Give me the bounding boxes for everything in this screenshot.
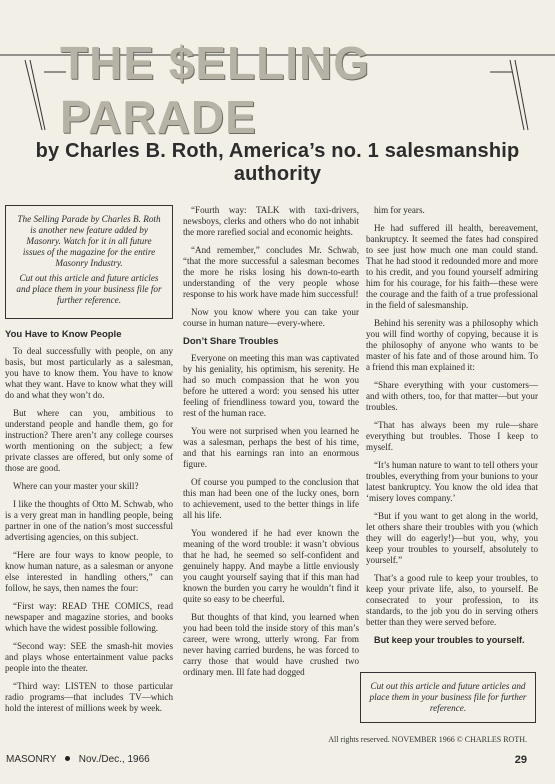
paragraph: Behind his serenity was a philosophy which you will find worthy of copying, because it is the philosophy of anyone who wants to be master of his fate and of those around him. To a friend this man explained it: [366,318,538,372]
footer-issue [6,754,150,765]
paragraph: Of course you pumped to the conclusion that this man had been one of the lucky ones, born to achievement, used to the better things in life all his life. [183,477,359,520]
bullet-icon [65,756,70,761]
paragraph: “Fourth way: TALK with taxi-drivers, newsboys, clerks and others who do not inhabit the more rarefied social and economic heights. [183,205,359,237]
paragraph: He had suffered ill health, bereavement, bankruptcy. It seemed the fates had conspired to see just how much one man could stand. That he had stood it redounded more and more to his credit, and you found yourself admiring him for his courage, for his faith—these were the courage and the faith of a true professional in the field of salesmanship. [366,223,538,310]
intro-box [5,205,173,319]
paragraph: him for years. [374,205,425,215]
paragraph: That’s a good rule to keep your troubles, to keep your private life, also, to yourself. Be consecrated to your profession, to its standards, to the job you do in serving others better than they were served before. [366,573,538,627]
paragraph: “Second way: SEE the smash-hit movies and plays whose entertainment value packs people into the theater. [5,641,173,673]
paragraph: I like the thoughts of Otto M. Schwab, who is a very great man in handling people, being partner in one of the nation’s most successful advertising agencies, on this subject. [5,499,173,542]
magazine-name: MASONRY [6,754,57,765]
paragraph: “First way: READ THE COMICS, read newspaper and magazine stories, and books which have the widest possible following. [5,601,173,633]
page-number: 29 [514,754,527,766]
closing-line: But keep your troubles to yourself. [374,635,525,645]
paragraph: “Third way: LISTEN to those particular radio programs—that includes TV—which hold the interest of millions week by week. [5,681,173,713]
paragraph: You wondered if he had ever known the meaning of the word trouble: it wasn’t obvious that he had, he seemed so self-confident and genuinely happy. And maybe a little enviously you caught yourself saying that if this man had known the burden you carry he wouldn’t find it quite so easy to be cheerful. [183,528,359,604]
paragraph: “And remember,” concludes Mr. Schwab, “that the more successful a salesman becomes the more he risks losing his down-to-earth understanding of the very people whose response to his work have made him successful! [183,245,359,299]
intro-text: The Selling Parade by Charles B. Roth is another new feature added by Masonry. Watch for it in all future issues of the magazine for the entire Masonry Industry. [17,214,161,268]
copyright-line: All rights reserved. NOVEMBER 1966 © CHARLES ROTH. [328,735,527,744]
left-column [5,205,173,721]
cutout-note-box: Cut out this article and future articles and place them in your business file for further reference. [360,672,536,723]
paragraph: You were not surprised when you learned he was a salesman, perhaps the best of his time, and that his earnings ran into an enormous figure. [183,426,359,469]
paragraph: “Here are four ways to know people, to know human nature, as a salesman or anyone else interested in handling others,” can follow, he says, then names the four: [5,550,173,593]
right-column [366,205,538,653]
paragraph: “It’s human nature to want to tell others your troubles, everything from your bunions to your latest bankruptcy. You know the old idea that ‘misery loves company.’ [366,460,538,503]
section-heading: Don’t Share Troubles [183,336,279,347]
paragraph: “But if you want to get along in the world, let others share their troubles with you (which they will do eagerly!)—but you, why, you keep your troubles to yourself, absolutely to yourself.” [366,511,538,565]
paragraph: Now you know where you can take your course in human nature—every-where. [183,307,359,328]
middle-column [183,205,359,685]
paragraph: To deal successfully with people, on any basis, but most particularly as a salesman, you have to know them. You have to know what they want. Have to know what they will do and what they won’t do. [5,346,173,400]
paragraph: But where can you, ambitious to understand people and handle them, go for instruction? There aren’t any college courses worth mentioning on the subject; a few private classes are offered, but only some of those are good. [5,408,173,473]
paragraph: But thoughts of that kind, you learned when you had been told the inside story of this man’s career, were wrong, utterly wrong. Far from never having carried burdens, he was forced to carry those that would have crushed two ordinary men. Ill fate had dogged [183,612,359,677]
paragraph: “That has always been my rule—share everything but troubles. Those I keep to myself. [366,420,538,452]
paragraph: “Share everything with your customers—and with others, too, for that matter—but your troubles. [366,380,538,412]
paragraph: Where can your master your skill? [13,481,139,491]
masthead [0,0,555,185]
paragraph: Everyone on meeting this man was captivated by his geniality, his optimism, his serenity. He had so much compassion that he won you before he uttered a word: you sensed his utter feeling of friendliness toward you, toward the rest of the human race. [183,353,359,418]
masthead-title: THE $ELLING PARADE [60,37,371,143]
masthead-subtitle: by Charles B. Roth, America’s no. 1 salesmanship authority [35,140,520,185]
section-heading: You Have to Know People [5,329,122,340]
intro-text: Cut out this article and future articles and place them in your business file for further reference. [16,273,162,305]
issue-date: Nov./Dec., 1966 [78,754,150,765]
